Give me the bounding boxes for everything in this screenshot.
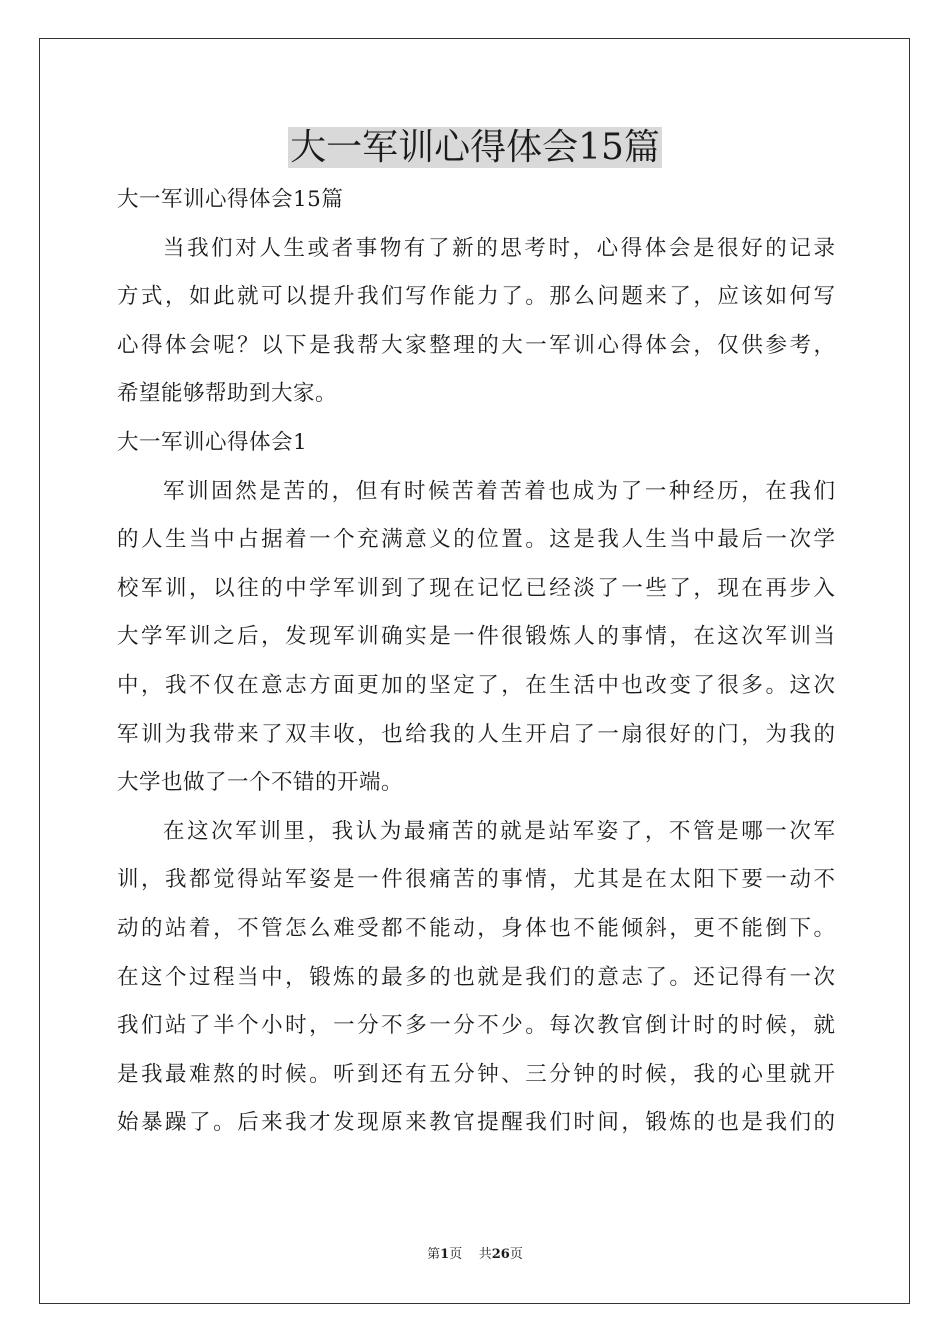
para2-line: 在这次军训里，我认为最痛苦的就是站军姿了，不管是哪一次军 — [163, 818, 835, 844]
document-title — [0, 122, 950, 174]
footer-page-prefix: 第 — [427, 1247, 441, 1262]
footer-page-suffix: 页 — [449, 1247, 463, 1262]
para2-line: 动的站着，不管怎么难受都不能动，身体也不能倾斜，更不能倒下。 — [117, 915, 835, 941]
para1-line: 大学也做了一个不错的开端。 — [117, 770, 404, 796]
para1-line: 校军训，以往的中学军训到了现在记忆已经淡了一些了，现在再步入 — [117, 575, 835, 601]
intro-line: 希望能够帮助到大家。 — [117, 381, 338, 407]
document-subtitle: 大一军训心得体会15篇 — [117, 187, 344, 212]
section-heading: 大一军训心得体会1 — [117, 429, 308, 455]
footer-total-suffix: 页 — [509, 1247, 523, 1262]
para2-line: 我们站了半个小时，一分不多一分不少。每次教官倒计时的时候，就 — [117, 1013, 835, 1039]
page-footer — [0, 1245, 950, 1265]
para1-line: 的人生当中占据着一个充满意义的位置。这是我人生当中最后一次学 — [117, 527, 835, 553]
para1-line: 大学军训之后，发现军训确实是一件很锻炼人的事情，在这次军训当 — [117, 624, 835, 650]
para2-line: 训，我都觉得站军姿是一件很痛苦的事情，尤其是在太阳下要一动不 — [117, 867, 835, 893]
footer-total-pages: 26 — [491, 1247, 510, 1262]
para2-line: 在这个过程当中，锻炼的最多的也就是我们的意志了。还记得有一次 — [117, 964, 835, 990]
para1-line: 军训固然是苦的，但有时候苦着苦着也成为了一种经历，在我们 — [163, 478, 835, 504]
footer-page-number: 1 — [440, 1247, 450, 1262]
intro-line: 当我们对人生或者事物有了新的思考时，心得体会是很好的记录 — [163, 235, 835, 261]
para1-line: 中，我不仅在意志方面更加的坚定了，在生活中也改变了很多。这次 — [117, 672, 835, 698]
para2-line: 始暴躁了。后来我才发现原来教官提醒我们时间，锻炼的也是我们的 — [117, 1110, 835, 1136]
para2-line: 是我最难熬的时候。听到还有五分钟、三分钟的时候，我的心里就开 — [117, 1061, 835, 1087]
intro-line: 方式，如此就可以提升我们写作能力了。那么问题来了，应该如何写 — [117, 284, 835, 310]
document-title-text: 大一军训心得体会15篇 — [290, 127, 660, 168]
footer-total-prefix: 共 — [478, 1247, 492, 1262]
para1-line: 军训为我带来了双丰收，也给我的人生开启了一扇很好的门，为我的 — [117, 721, 835, 747]
document-body — [117, 176, 835, 1148]
intro-line: 心得体会呢？以下是我帮大家整理的大一军训心得体会，仅供参考， — [117, 332, 835, 358]
